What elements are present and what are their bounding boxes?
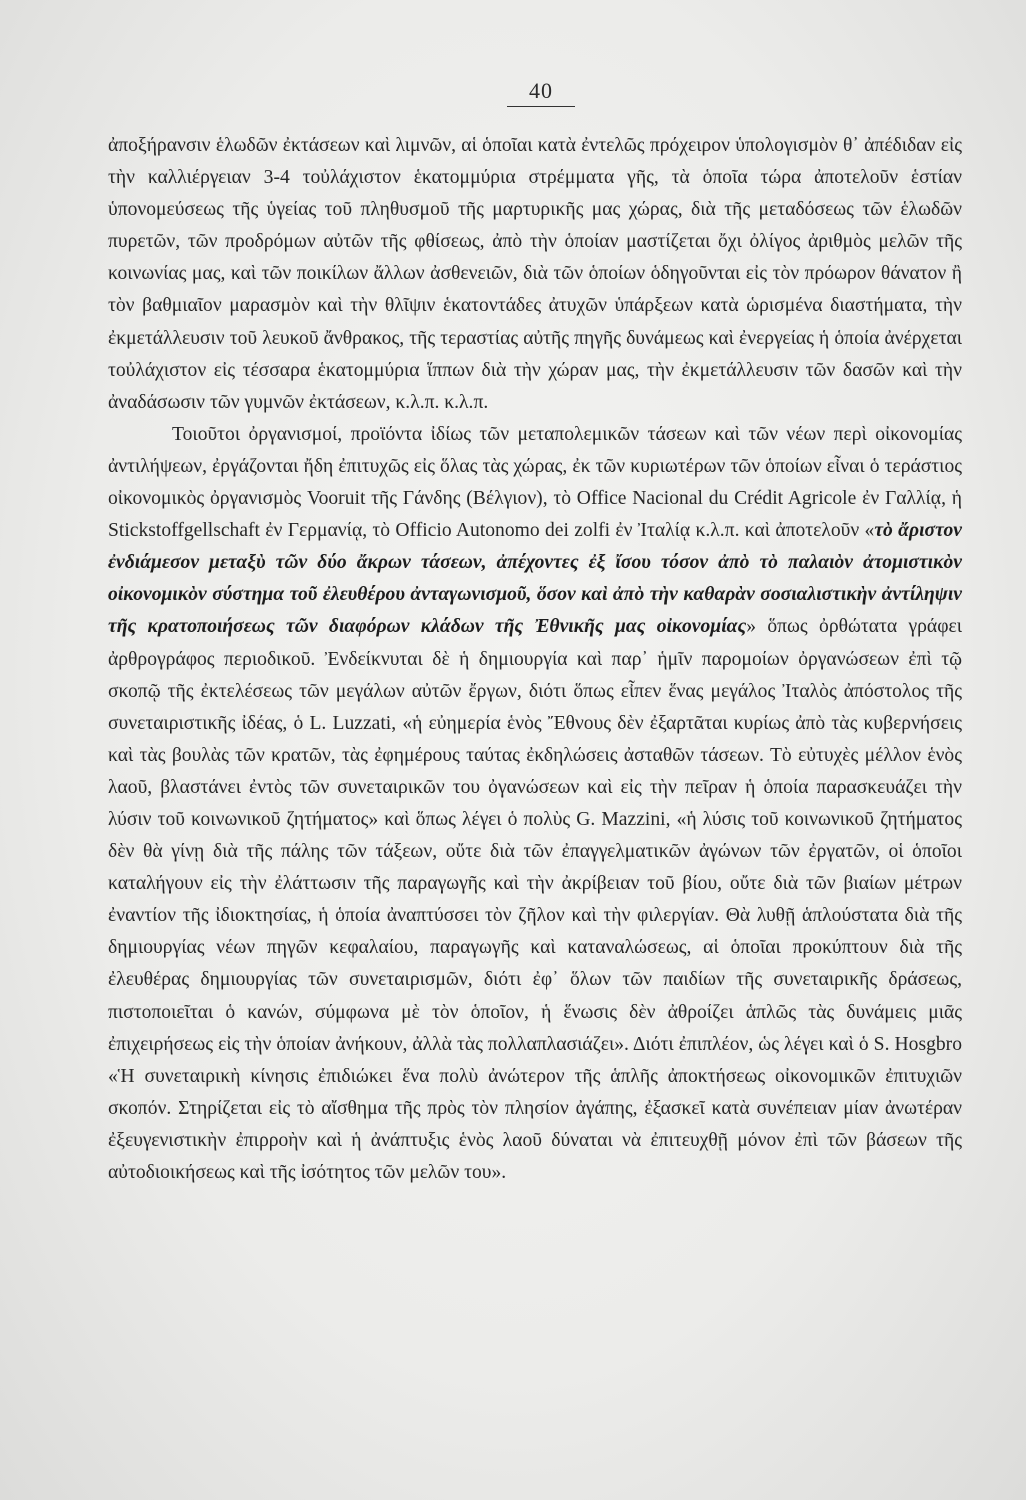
body-text xyxy=(108,130,962,1189)
paragraph-2-text-start: Τοιοῦτοι ὀργανισμοί, προϊόντα ἰδίως τῶν μεταπολεμικῶν τάσεων καὶ τῶν νέων περὶ οἰκονομίας ἀντιλήψεων, ἐργάζονται ἤδη ἐπιτυχῶς εἰς ὅλας τὰς χώρας, ἐκ τῶν κυριωτέρων τῶν ὁποίων εἶναι ὁ τεράστιος οἰκονομικὸς ὀργανισμὸς Vooruit τῆς Γάνδης (Βέλγιον), τὸ Office Nacional du Crédit Agricole ἐν Γαλλίᾳ, ἡ Stickstoffgellschaft ἐν Γερμανίᾳ, τὸ Officio Autonomo dei zolfi ἐν Ἰταλίᾳ κ.λ.π. καὶ ἀποτελοῦν « xyxy=(108,423,962,542)
paragraph-1-text: ἀποξήρανσιν ἑλωδῶν ἐκτάσεων καὶ λιμνῶν, αἱ ὁποῖαι κατὰ ἐντελῶς πρόχειρον ὑπολογισμὸν θ᾽ ἀπέδιδαν εἰς τὴν καλλιέργειαν 3-4 τοὐλάχιστον ἑκατομμύρια στρέμματα γῆς, τὰ ὁποῖα τώρα ἀποτελοῦν ἑστίαν ὑπονομεύσεως τῆς ὑγείας τοῦ πληθυσμοῦ τῆς μαρτυρικῆς μας χώρας, διὰ τῆς μεταδόσεως τῶν ἑλωδῶν πυρετῶν, τῶν προδρόμων αὐτῶν τῆς φθίσεως, ἀπὸ τὴν ὁποίαν μαστίζεται ὄχι ὀλίγος ἀριθμὸς μελῶν τῆς κοινωνίας μας, καὶ τῶν ποικίλων ἄλλων ἀσθενειῶν, διὰ τῶν ὁποίων ὁδηγοῦνται εἰς τὸν πρόωρον θάνατον ἢ τὸν βαθμιαῖον μαρασμὸν καὶ τὴν θλῖψιν ἑκατοντάδες ἀτυχῶν ὑπάρξεων κατὰ ὡρισμένα διαστήματα, τὴν ἐκμετάλλευσιν τοῦ λευκοῦ ἄνθρακος, τῆς τεραστίας αὐτῆς πηγῆς δυνάμεως καὶ ἐνεργείας ἡ ὁποία ἀνέρχεται τοὐλάχιστον εἰς τέσσαρα ἑκατομμύρια ἵππων διὰ τὴν χώραν μας, τὴν ἐκμετάλλευσιν τῶν δασῶν καὶ τὴν ἀναδάσωσιν τῶν γυμνῶν ἐκτάσεων, κ.λ.π. κ.λ.π. xyxy=(108,135,962,413)
page-header xyxy=(0,78,1026,107)
paragraph-2-quote-emphasis: τὸ ἄριστον ἐνδιάμεσον μεταξὺ τῶν δύο ἄκρων τάσεων, ἀπέχοντες ἐξ ἴσου τόσον ἀπὸ τὸ παλαιὸν ἀτομιστικὸν οἰκονομικὸν σύστημα τοῦ ἐλευθέρου ἀνταγωνισμοῦ, ὅσον καὶ ἀπὸ τὴν καθαρὰν σοσιαλιστικὴν ἀντίληψιν τῆς κρατοποιήσεως τῶν διαφόρων κλάδων τῆς Ἐθνικῆς μας οἰκονομίας xyxy=(108,520,962,638)
paragraph-2 xyxy=(108,419,962,1189)
paragraph-1 xyxy=(108,130,962,419)
page-number: 40 xyxy=(507,78,575,107)
paragraph-2-text-rest: » ὅπως ὀρθώτατα γράφει ἀρθρογράφος περιοδικοῦ. Ἐνδείκνυται δὲ ἡ δημιουργία καὶ παρ᾽ ἡμῖν παρομοίων ὀργανώσεων ἐπὶ τῷ σκοπῷ τῆς ἐκτελέσεως τῶν μεγάλων αὐτῶν ἔργων, διότι ὅπως εἶπεν ἕνας μεγάλος Ἰταλὸς ἀπόστολος τῆς συνεταιριστικῆς ἰδέας, ὁ L. Luzzati, «ἡ εὐημερία ἑνὸς Ἔθνους δὲν ἐξαρτᾶται κυρίως ἀπὸ τὰς κυβερνήσεις καὶ τὰς βουλὰς τῶν κρατῶν, τὰς ἐφημέρους ταύτας ἐκδηλώσεις ἀσταθῶν τάσεων. Τὸ εὐτυχὲς μέλλον ἑνὸς λαοῦ, βλαστάνει ἐντὸς τῶν συνεταιρικῶν του ὀγανώσεων καὶ εἰς τὴν πεῖραν ἡ ὁποία παρασκευάζει τὴν λύσιν τοῦ κοινωνικοῦ ζητήματος» καὶ ὅπως λέγει ὁ πολὺς G. Mazzini, «ἡ λύσις τοῦ κοινωνικοῦ ζητήματος δὲν θὰ γίνῃ διὰ τῆς πάλης τῶν τάξεων, οὔτε διὰ τῶν ἐπαγγελματικῶν ἀγώνων τῶν ἐργατῶν, οἱ ὁποῖοι καταλήγουν εἰς τὴν ἐλάττωσιν τῆς παραγωγῆς καὶ τὴν ἀκρίβειαν τοῦ βίου, οὔτε διὰ τῶν βιαίων μέτρων ἐναντίον τῆς ἰδιοκτησίας, ἡ ὁποία ἀναπτύσσει τὸν ζῆλον καὶ τὴν φιλεργίαν. Θὰ λυθῇ ἁπλούστατα διὰ τῆς δημιουργίας νέων πηγῶν κεφαλαίου, παραγωγῆς καὶ καταναλώσεως, αἱ ὁποῖαι προκύπτουν διὰ τῆς ἐλευθέρας δημιουργίας τῶν συνεταιρισμῶν, διότι ἐφ᾽ ὅλων τῶν παιδίων τῆς συνεταιρικῆς δράσεως, πιστοποιεῖται ὁ κανών, σύμφωνα μὲ τὸν ὁποῖον, ἡ ἕνωσις δὲν ἀθροίζει ἁπλῶς τὰς δυνάμεις μιᾶς ἐπιχειρήσεως εἰς τὴν ὁποίαν ἀνήκουν, ἀλλὰ τὰς πολλαπλασιάζει». Διότι ἐπιπλέον, ὡς λέγει καὶ ὁ S. Hosgbro «Ἡ συνεταιρικὴ κίνησις ἐπιδιώκει ἕνα πολὺ ἀνώτερον τῆς ἁπλῆς ἀποκτήσεως οἰκονομικῶν ἐπιτυχιῶν σκοπόν. Στηρίζεται εἰς τὸ αἴσθημα τῆς πρὸς τὸν πλησίον ἀγάπης, ἐξασκεῖ κατὰ συνέπειαν μίαν ἀνωτέραν ἐξευγενιστικὴν ἐπιρροὴν καὶ ἡ ἀνάπτυξις ἑνὸς λαοῦ δύναται νὰ ἐπιτευχθῇ μόνον ἐπὶ τῶν βάσεων τῆς αὐτοδιοικήσεως καὶ τῆς ἰσότητος τῶν μελῶν του». xyxy=(108,616,963,1183)
